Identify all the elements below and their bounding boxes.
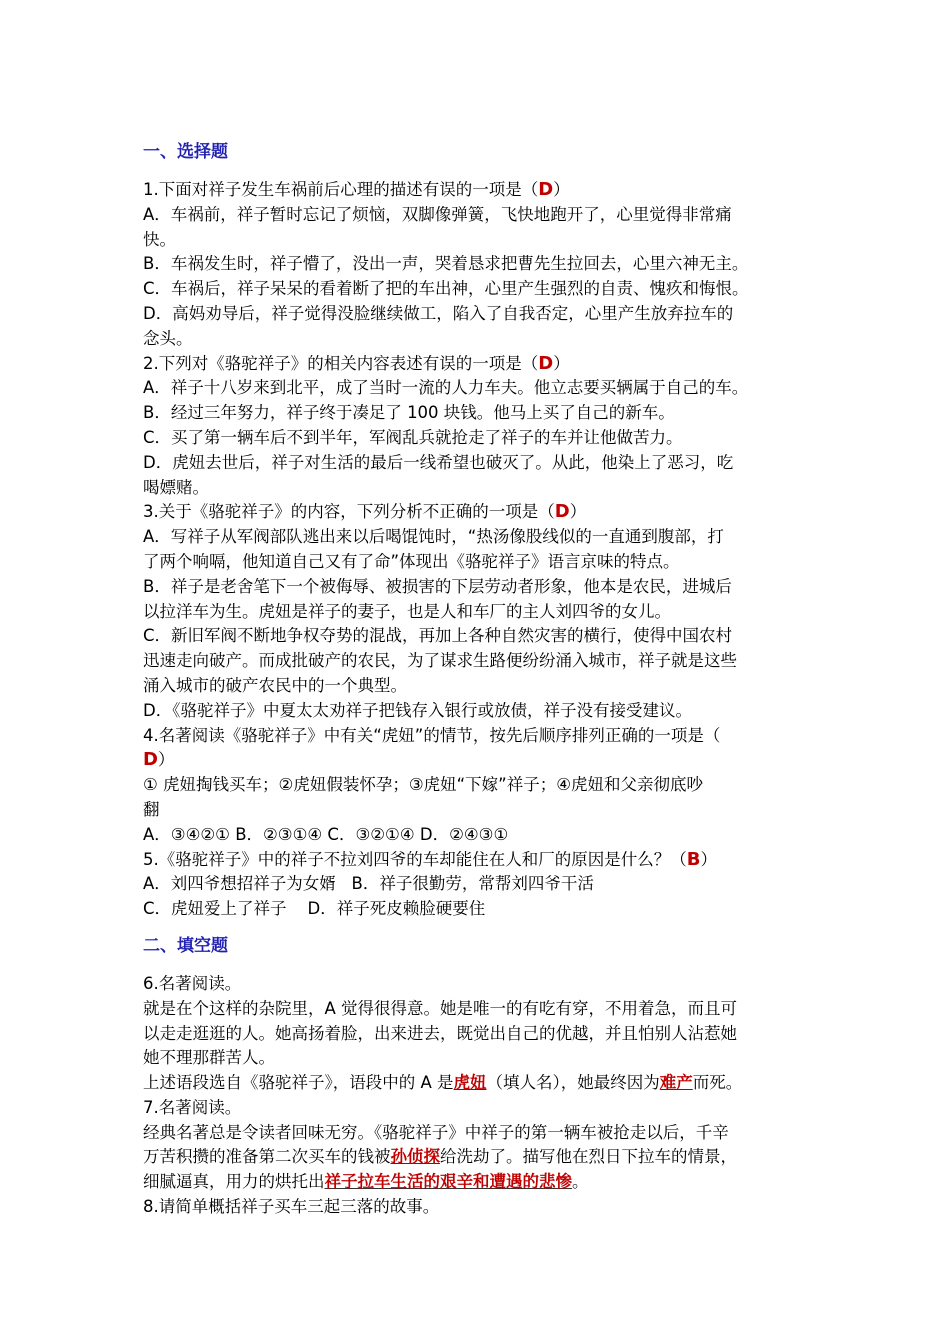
fill-answer-cause: 难产: [659, 1073, 693, 1093]
question-3-option-b: B．祥子是老舍笔下一个被侮辱、被损害的下层劳动者形象，他本是农民，进城后: [143, 576, 732, 596]
question-5-options-ab: A．刘四爷想招祥子为女婿 B．祥子很勤劳，常帮刘四爷干活: [143, 874, 594, 894]
answer-2: D: [538, 352, 554, 374]
section-heading-fill: 二、填空题: [143, 935, 228, 956]
question-3-option-a: A．写祥子从军阀部队逃出来以后喝馄饨时，“热汤像股线似的一直通到腹部，打: [143, 527, 724, 547]
question-7-passage-1: 经典名著总是令读者回味无穷。《骆驼祥子》中祥子的第一辆车被抢走以后，千辛: [143, 1122, 729, 1142]
question-3-option-b-cont: 以拉洋车为生。虎妞是祥子的妻子，也是人和车厂的主人刘四爷的女儿。: [143, 601, 671, 621]
answer-4: D: [143, 749, 158, 771]
question-2-option-d-cont: 喝嫖赌。: [143, 477, 209, 497]
question-1-option-a: A．车祸前，祥子暂时忘记了烦恼，双脚像弹簧，飞快地跑开了，心里觉得非常痛: [143, 204, 732, 224]
question-1-option-d-cont: 念头。: [143, 328, 193, 348]
question-1-stem: 1.下面对祥子发生车祸前后心理的描述有误的一项是（D）: [143, 179, 570, 200]
question-3-option-d: D．《骆驼祥子》中夏太太劝祥子把钱存入银行或放债，祥子没有接受建议。: [143, 700, 692, 720]
question-2-option-d: D．虎妞去世后，祥子对生活的最后一线希望也破灭了。从此，他染上了恶习，吃: [143, 452, 734, 472]
question-1-option-b: B．车祸发生时，祥子懵了，没出一声，哭着恳求把曹先生拉回去，心里六神无主。: [143, 254, 749, 274]
question-6-blank-line: 上述语段选自《骆驼祥子》，语段中的 A 是虎妞（填人名），她最终因为难产而死。: [143, 1073, 743, 1093]
question-6-stem: 6.名著阅读。: [143, 973, 242, 993]
question-1-option-a-cont: 快。: [143, 229, 176, 249]
fill-answer-detective: 孙侦探: [390, 1147, 440, 1167]
question-3-option-c-cont: 迅速走向破产。而成批破产的农民，为了谋求生路便纷纷涌入城市，祥子就是这些: [143, 651, 737, 671]
fill-answer-theme: 祥子拉车生活的艰辛和遭遇的悲惨: [324, 1172, 572, 1192]
question-3-option-c: C．新旧军阀不断地争权夺势的混战，再加上各种自然灾害的横行，使得中国农村: [143, 626, 733, 646]
question-4-items-cont: 翻: [143, 799, 160, 819]
question-3-stem: 3.关于《骆驼祥子》的内容，下列分析不正确的一项是（D）: [143, 501, 587, 523]
fill-answer-name: 虎妞: [453, 1073, 487, 1093]
document-page: [143, 138, 815, 1220]
question-4-items: ① 虎妞掏钱买车；②虎妞假装怀孕；③虎妞“下嫁”祥子；④虎妞和父亲彻底吵: [143, 775, 704, 795]
question-4-stem: 4.名著阅读《骆驼祥子》中有关“虎妞”的情节，按先后顺序排列正确的一项是（: [143, 725, 721, 745]
question-6-passage-1: 就是在个这样的杂院里，A 觉得很得意。她是唯一的有吃有穿，不用着急，而且可: [143, 998, 738, 1018]
answer-1: D: [538, 179, 554, 200]
question-5-stem: 5.《骆驼祥子》中的祥子不拉刘四爷的车却能住在人和厂的原因是什么？（B）: [143, 848, 717, 870]
question-6-passage-3: 她不理那群苦人。: [143, 1048, 275, 1068]
question-7-stem: 7.名著阅读。: [143, 1097, 242, 1117]
question-2-option-c: C．买了第一辆车后不到半年，军阀乱兵就抢走了祥子的车并让他做苦力。: [143, 427, 683, 447]
section-heading-choice: 一、选择题: [143, 142, 228, 162]
question-6-passage-2: 以走走逛逛的人。她高扬着脸，出来进去，既觉出自己的优越，并且怕别人沾惹她: [143, 1023, 737, 1043]
question-1-option-d: D．高妈劝导后，祥子觉得没脸继续做工，陷入了自我否定，心里产生放弃拉车的: [143, 303, 734, 323]
question-2-stem: 2.下列对《骆驼祥子》的相关内容表述有误的一项是（D）: [143, 352, 570, 374]
question-4-options: A．③④②① B．②③①④ C．③②①④ D．②④③①: [143, 824, 509, 844]
question-1-option-c: C．车祸后，祥子呆呆的看着断了把的车出神，心里产生强烈的自责、愧疚和悔恨。: [143, 279, 749, 299]
question-4-stem-cont: D）: [143, 749, 175, 771]
question-3-option-c-cont2: 涌入城市的破产农民中的一个典型。: [143, 675, 407, 695]
question-5-options-cd: C．虎妞爱上了祥子 D．祥子死皮赖脸硬要住: [143, 899, 486, 919]
answer-5: B: [686, 848, 701, 870]
question-7-passage-3: 细腻逼真，用力的烘托出祥子拉车生活的艰辛和遭遇的悲惨。: [143, 1172, 589, 1192]
question-8-stem: 8.请简单概括祥子买车三起三落的故事。: [143, 1197, 440, 1217]
question-3-option-a-cont: 了两个响嗝，他知道自己又有了命”体现出《骆驼祥子》语言京味的特点。: [143, 551, 680, 571]
question-7-passage-2: 万苦积攒的准备第二次买车的钱被孙侦探给洗劫了。描写他在烈日下拉车的情景，: [143, 1147, 737, 1167]
question-2-option-b: B．经过三年努力，祥子终于凑足了 100 块钱。他马上买了自己的新车。: [143, 403, 675, 423]
answer-3: D: [554, 501, 570, 523]
question-2-option-a: A．祥子十八岁来到北平，成了当时一流的人力车夫。他立志要买辆属于自己的车。: [143, 378, 749, 398]
